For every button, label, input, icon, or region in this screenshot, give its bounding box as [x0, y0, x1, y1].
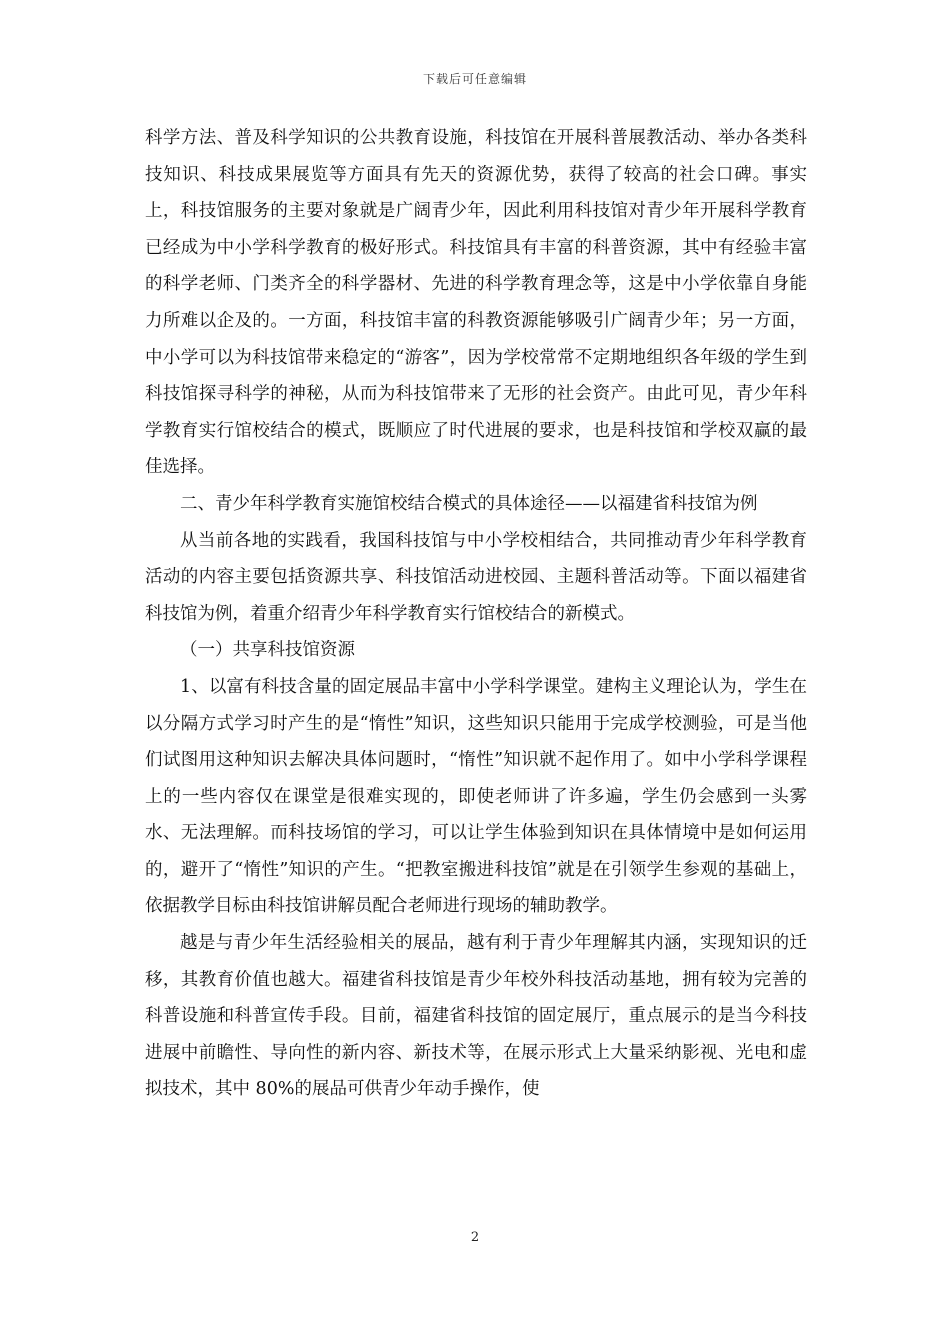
section-heading-two: 二、青少年科学教育实施馆校结合模式的具体途径——以福建省科技馆为例 [180, 493, 758, 514]
page-header-note: 下载后可任意编辑 [422, 72, 527, 86]
page-number: 2 [470, 1230, 480, 1245]
paragraph-exhibit-value: 越是与青少年生活经验相关的展品，越有利于青少年理解其内涵，实现知识的迁移，其教育价值也越大。福建省科技馆是青少年校外科技活动基地，拥有较为完善的科普设施和科普宣传手段。目前，福建省科技馆的固定展厅，重点展示的是当今科技进展中前瞻性、导向性的新内容、新技术等，在展示形式上大量采纳影视、光电和虚拟技术，其中 80%的展品可供青少年动手操作，使 [145, 933, 807, 1100]
subsection-heading-shared-resources: （一）共享科技馆资源 [180, 640, 355, 661]
paragraph-fixed-exhibits: 1、以富有科技含量的固定展品丰富中小学科学课堂。建构主义理论认为，学生在以分隔方式学习时产生的是“惰性”知识，这些知识只能用于完成学校测验，可是当他们试图用这种知识去解决具体问题时，“惰性”知识就不起作用了。如中小学科学课程上的一些内容仅在课堂是很难实现的，即使老师讲了许多遍，学生仍会感到一头雾水、无法理解。而科技场馆的学习，可以让学生体验到知识在具体情境中是如何运用的，避开了“惰性”知识的产生。“把教室搬进科技馆”就是在引领学生参观的基础上，依据教学目标由科技馆讲解员配合老师进行现场的辅助教学。 [145, 676, 807, 917]
paragraph-continuation: 科学方法、普及科学知识的公共教育设施，科技馆在开展科普展教活动、举办各类科技知识、科技成果展览等方面具有先天的资源优势，获得了较高的社会口碑。事实上，科技馆服务的主要对象就是广阔青少年，因此利用科技馆对青少年开展科学教育已经成为中小学科学教育的极好形式。科技馆具有丰富的科普资源，其中有经验丰富的科学老师、门类齐全的科学器材、先进的科学教育理念等，这是中小学依靠自身能力所难以企及的。一方面，科技馆丰富的科教资源能够吸引广阔青少年；另一方面，中小学可以为科技馆带来稳定的“游客”，因为学校常常不定期地组织各年级的学生到科技馆探寻科学的神秘，从而为科技馆带来了无形的社会资产。由此可见，青少年科学教育实行馆校结合的模式，既顺应了时代进展的要求，也是科技馆和学校双赢的最佳选择。 [145, 128, 807, 478]
paragraph-practice-overview: 从当前各地的实践看，我国科技馆与中小学校相结合，共同推动青少年科学教育活动的内容主要包括资源共享、科技馆活动进校园、主题科普活动等。下面以福建省科技馆为例，着重介绍青少年科学教育实行馆校结合的新模式。 [145, 530, 807, 624]
document-body [145, 120, 807, 1108]
